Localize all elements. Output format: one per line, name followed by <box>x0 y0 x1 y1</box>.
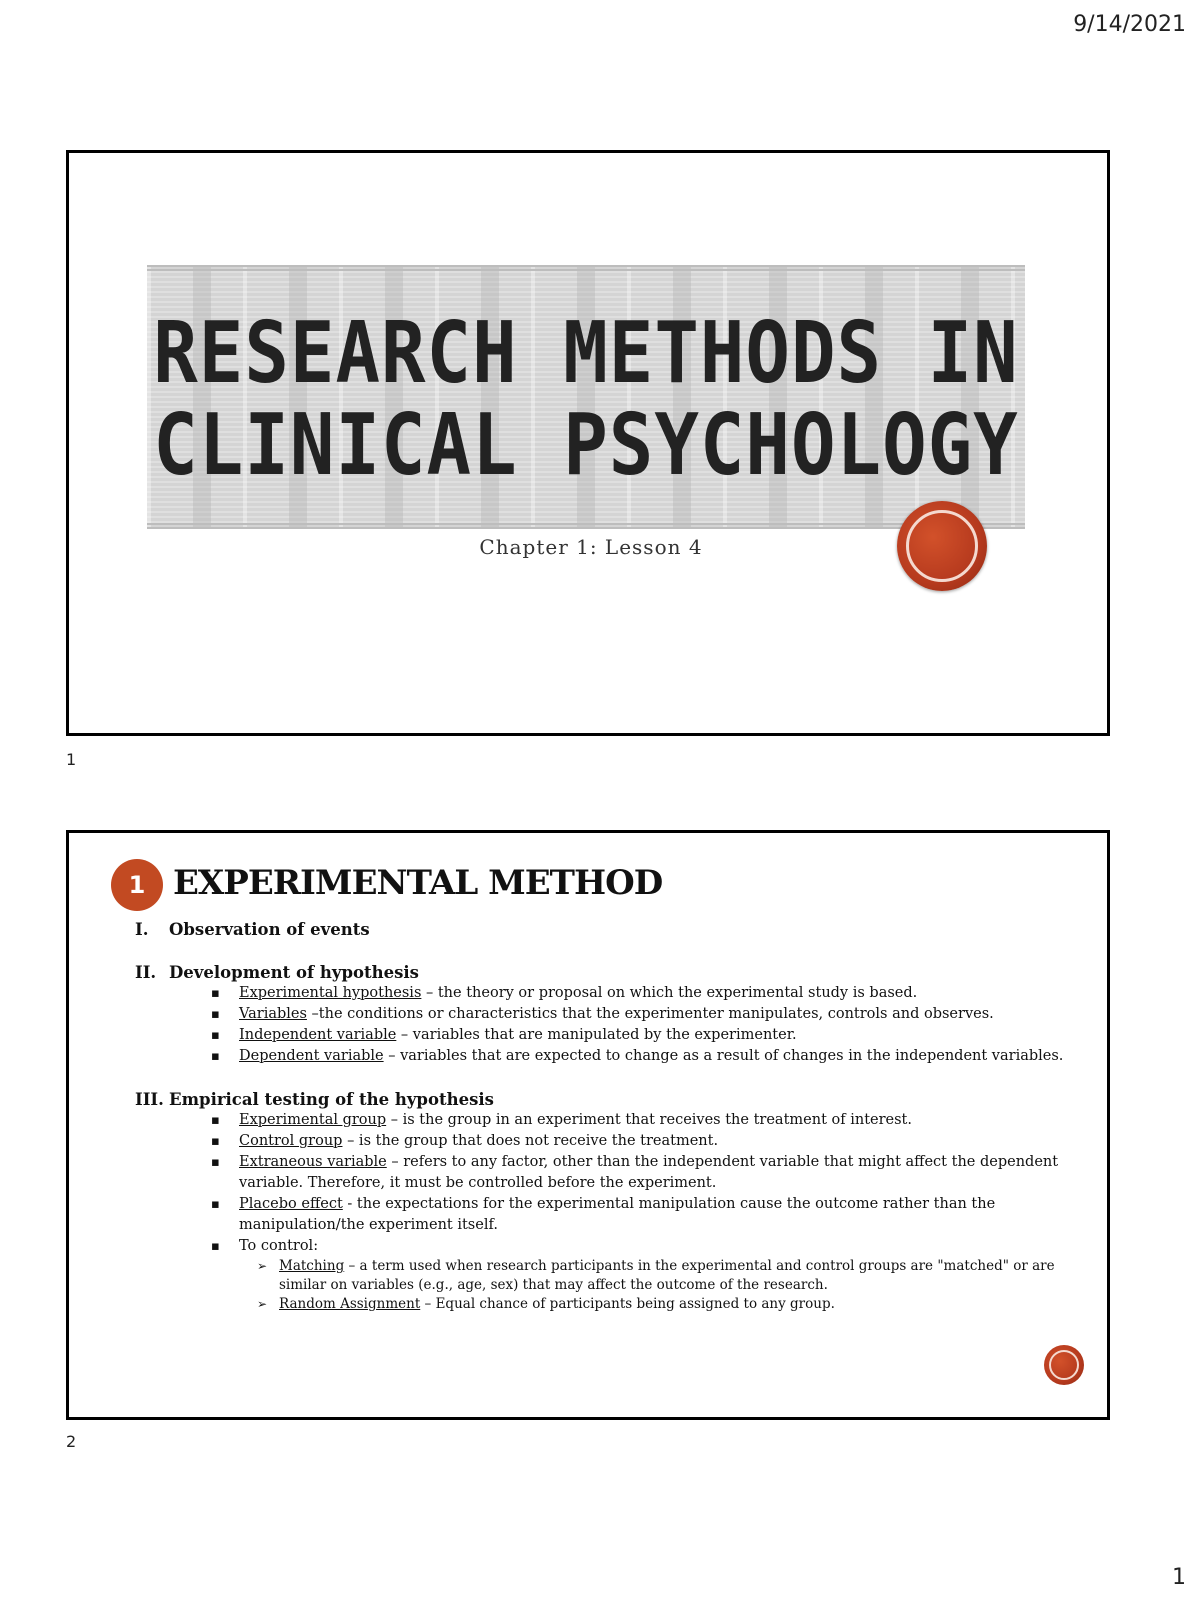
slide-subtitle: Chapter 1: Lesson 4 <box>479 535 703 559</box>
sub-list-item <box>279 1257 1075 1295</box>
term: Dependent variable <box>239 1048 384 1064</box>
definition: – the theory or proposal on which the experimental study is based. <box>421 985 918 1001</box>
term: Control group <box>239 1133 343 1149</box>
section-title: Empirical testing of the hypothesis <box>169 1090 494 1109</box>
title-banner <box>147 265 1025 529</box>
slide-1 <box>66 150 1110 736</box>
list-item <box>239 1046 1075 1067</box>
section-1 <box>135 919 1075 940</box>
term: Independent variable <box>239 1027 397 1043</box>
term: Random Assignment <box>279 1296 421 1312</box>
definition: –the conditions or characteristics that the experimenter manipulates, controls and observes. <box>306 1006 994 1022</box>
section-2 <box>135 962 1075 983</box>
slide-content <box>135 919 1075 1314</box>
slide-heading: EXPERIMENTAL METHOD <box>173 863 663 903</box>
term: Experimental hypothesis <box>239 985 422 1001</box>
list-item <box>239 1152 1075 1194</box>
sub-list-item <box>279 1295 1075 1314</box>
list-item <box>239 1025 1075 1046</box>
slide-2 <box>66 830 1110 1420</box>
list-item <box>239 1131 1075 1152</box>
term: Matching <box>279 1258 345 1274</box>
definition: - the expectations for the experimental manipulation cause the outcome rather than the manipulation/the experiment itself. <box>239 1196 996 1233</box>
section-title: Observation of events <box>169 920 370 939</box>
slide-title <box>147 303 1025 495</box>
list-item <box>239 1110 1075 1131</box>
slide-number-2: 2 <box>66 1432 77 1451</box>
list-item <box>239 1194 1075 1236</box>
decorative-circle-icon <box>1044 1345 1084 1385</box>
definition: To control: <box>239 1238 319 1254</box>
decorative-circle-icon <box>897 501 987 591</box>
section-3 <box>135 1089 1075 1110</box>
list-item <box>239 1004 1075 1025</box>
term: Experimental group <box>239 1112 387 1128</box>
title-line-2: CLINICAL PSYCHOLOGY <box>153 395 1019 495</box>
definition: – refers to any factor, other than the independent variable that might affect the dependent variable. Therefore, it must be controlled before the experiment. <box>239 1154 1059 1191</box>
number-badge: 1 <box>111 859 163 911</box>
definition: – is the group in an experiment that receives the treatment of interest. <box>386 1112 912 1128</box>
section-title: Development of hypothesis <box>169 963 419 982</box>
section-numeral: I. <box>135 920 149 939</box>
term: Variables <box>239 1006 307 1022</box>
list-item <box>239 1236 1075 1314</box>
definition: – Equal chance of participants being assigned to any group. <box>420 1296 835 1312</box>
print-date: 9/14/2021 <box>1073 12 1186 37</box>
title-line-1: RESEARCH METHODS IN <box>153 303 1019 403</box>
definition: – variables that are expected to change as a result of changes in the independent variables. <box>383 1048 1064 1064</box>
section-numeral: III. <box>135 1090 164 1109</box>
page-number: 1 <box>1172 1565 1186 1590</box>
definition: – a term used when research participants in the experimental and control groups are "matched" or are similar on variables (e.g., age, sex) that may affect the outcome of the research. <box>279 1258 1055 1293</box>
section-numeral: II. <box>135 963 157 982</box>
slide-number-1: 1 <box>66 750 77 769</box>
term: Placebo effect <box>239 1196 343 1212</box>
term: Extraneous variable <box>239 1154 387 1170</box>
hypothesis-list <box>135 983 1075 1067</box>
definition: – variables that are manipulated by the experimenter. <box>396 1027 797 1043</box>
definition: – is the group that does not receive the treatment. <box>342 1133 719 1149</box>
testing-list <box>135 1110 1075 1314</box>
control-methods-list <box>239 1257 1075 1314</box>
list-item <box>239 983 1075 1004</box>
